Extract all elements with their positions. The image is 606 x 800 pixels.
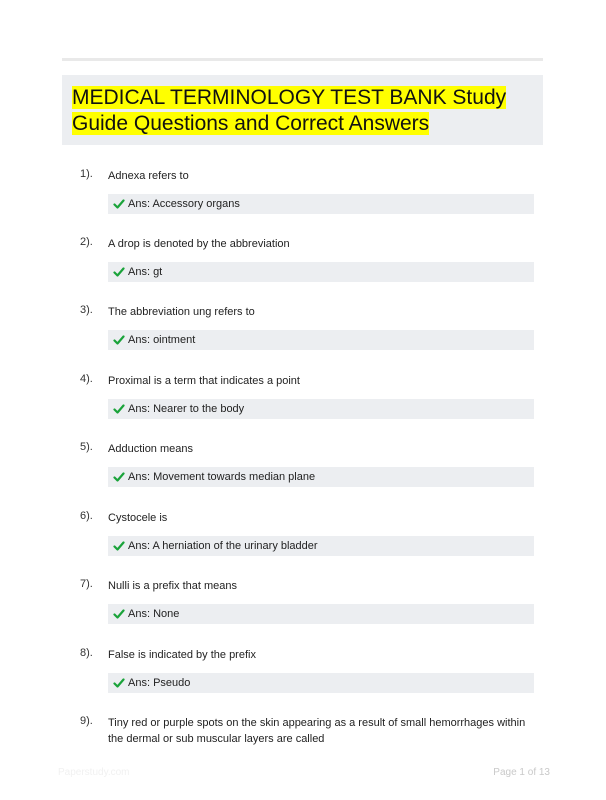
question-number: 1). bbox=[80, 168, 93, 180]
checkmark-icon bbox=[113, 608, 125, 620]
answer-box bbox=[108, 399, 534, 419]
question-number: 6). bbox=[80, 510, 93, 522]
answer-text: Ans: Pseudo bbox=[128, 677, 191, 689]
answer-text: Ans: ointment bbox=[128, 334, 196, 346]
answer-text: Ans: gt bbox=[128, 266, 163, 278]
question-text: Tiny red or purple spots on the skin appearing as a result of small hemorrhages within the dermal or sub muscular layers are called bbox=[108, 717, 526, 745]
question-text: False is indicated by the prefix bbox=[108, 649, 256, 661]
answer-box bbox=[108, 262, 534, 282]
checkmark-icon bbox=[113, 677, 125, 689]
answer-box bbox=[108, 194, 534, 214]
title-box bbox=[62, 75, 543, 145]
answer-text: Ans: Accessory organs bbox=[128, 198, 240, 210]
answer-box bbox=[108, 330, 534, 350]
question-text: Proximal is a term that indicates a point bbox=[108, 375, 300, 387]
question-text: A drop is denoted by the abbreviation bbox=[108, 238, 290, 250]
question-text: The abbreviation ung refers to bbox=[108, 306, 255, 318]
checkmark-icon bbox=[113, 471, 125, 483]
top-divider bbox=[62, 58, 543, 61]
answer-text: Ans: A herniation of the urinary bladder bbox=[128, 540, 318, 552]
checkmark-icon bbox=[113, 334, 125, 346]
answer-box bbox=[108, 673, 534, 693]
answer-box bbox=[108, 536, 534, 556]
question-text: Adduction means bbox=[108, 443, 193, 455]
question-number: 2). bbox=[80, 236, 93, 248]
answer-text: Ans: None bbox=[128, 608, 180, 620]
checkmark-icon bbox=[113, 198, 125, 210]
checkmark-icon bbox=[113, 540, 125, 552]
footer-watermark: Paperstudy.com bbox=[58, 767, 130, 778]
checkmark-icon bbox=[113, 403, 125, 415]
question-number: 8). bbox=[80, 647, 93, 659]
page-title: MEDICAL TERMINOLOGY TEST BANK Study Guide Questions and Correct Answers bbox=[72, 86, 507, 135]
answer-box bbox=[108, 604, 534, 624]
question-number: 3). bbox=[80, 304, 93, 316]
question-text: Adnexa refers to bbox=[108, 170, 189, 182]
question-number: 5). bbox=[80, 441, 93, 453]
answer-text: Ans: Movement towards median plane bbox=[128, 471, 316, 483]
question-number: 7). bbox=[80, 578, 93, 590]
answer-box bbox=[108, 467, 534, 487]
question-number: 4). bbox=[80, 373, 93, 385]
answer-text: Ans: Nearer to the body bbox=[128, 403, 245, 415]
checkmark-icon bbox=[113, 266, 125, 278]
question-text: Cystocele is bbox=[108, 512, 168, 524]
page-indicator: Page 1 of 13 bbox=[493, 767, 550, 778]
question-text: Nulli is a prefix that means bbox=[108, 580, 237, 592]
question-number: 9). bbox=[80, 715, 93, 727]
